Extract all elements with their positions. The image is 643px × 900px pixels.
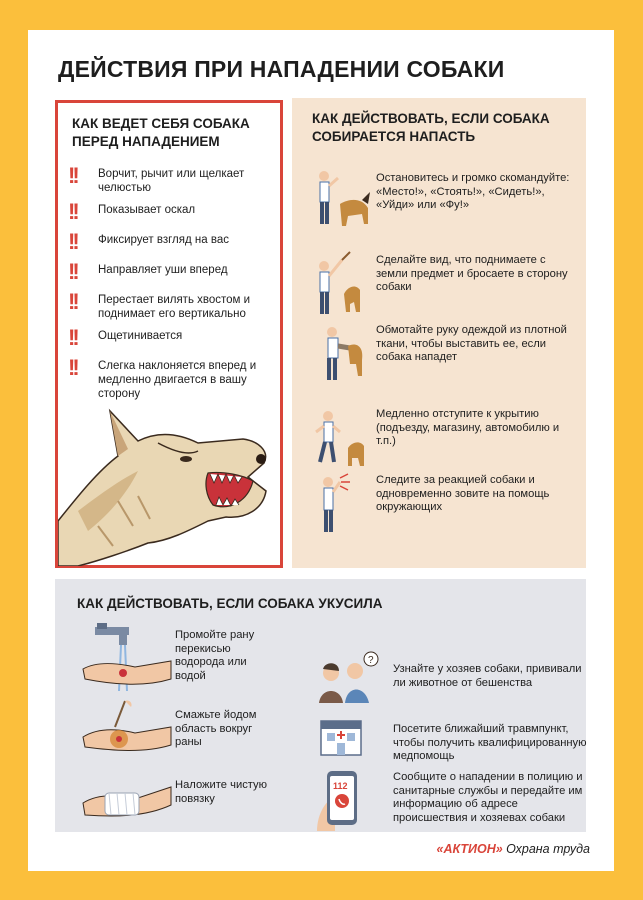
list-item	[75, 697, 305, 757]
warning-signs-heading: КАК ВЕДЕТ СЕБЯ СОБАКА ПЕРЕД НАПАДЕНИЕМ	[72, 116, 250, 149]
asking-owner-icon	[313, 651, 385, 703]
action-text: Остановитесь и громко скомандуйте: «Место!», «Стоять!», «Сидеть!», «Уйди» или «Фу!»	[376, 172, 570, 211]
warning-sign-text: Фиксирует взгляд на вас	[98, 234, 229, 246]
bite-step-text: Наложите чистую повязку	[175, 779, 268, 805]
prevent-attack-panel	[292, 98, 586, 568]
double-exclamation-icon: !!	[68, 163, 77, 188]
list-item	[313, 717, 587, 762]
bite-step-text: Посетите ближайший травмпункт, чтобы получить квалифицированную медпомощь	[393, 723, 587, 762]
warning-sign-text: Ворчит, рычит или щелкает челюстью	[98, 168, 245, 194]
warning-signs-panel	[55, 100, 283, 568]
svg-text:?: ?	[368, 655, 374, 666]
bite-step-text: Сообщите о нападении в полицию и санитарные службы и передайте им информацию об адресе происшествия и хозяевах собаки	[393, 771, 583, 824]
list-item	[310, 168, 580, 238]
phone-emergency-call-icon	[313, 769, 385, 831]
list-item	[68, 231, 278, 253]
poster-sheet	[28, 30, 614, 871]
list-item	[68, 357, 278, 401]
snarling-dog-illustration	[58, 401, 280, 566]
bandage-icon	[75, 763, 175, 823]
product-name: Охрана труда	[506, 842, 590, 856]
person-protecting-arm-icon	[310, 320, 376, 390]
double-exclamation-icon: !!	[68, 259, 77, 284]
warning-sign-text: Ощетинивается	[98, 330, 183, 342]
after-bite-heading: КАК ДЕЙСТВОВАТЬ, ЕСЛИ СОБАКА УКУСИЛА	[77, 596, 383, 611]
list-item	[310, 470, 580, 540]
double-exclamation-icon: !!	[68, 355, 77, 380]
action-text: Обмотайте руку одеждой из плотной ткани, чтобы выставить ее, если собака нападет	[376, 324, 567, 363]
page-title: ДЕЙСТВИЯ ПРИ НАПАДЕНИИ СОБАКИ	[58, 56, 505, 82]
list-item	[313, 769, 583, 831]
list-item	[68, 261, 278, 283]
list-item	[310, 404, 580, 474]
person-retreating-icon	[310, 404, 376, 474]
emergency-number: 112	[333, 781, 348, 791]
trauma-center-building-icon	[313, 717, 385, 759]
action-text: Медленно отступите к укрытию (подъезду, магазину, автомобилю и т.п.)	[376, 408, 560, 447]
action-text: Следите за реакцией собаки и одновременно зовите на помощь окружающих	[376, 474, 550, 513]
washing-wound-icon	[75, 621, 175, 691]
list-item	[68, 201, 278, 223]
warning-sign-text: Показывает оскал	[98, 204, 196, 216]
warning-sign-text: Направляет уши вперед	[98, 264, 228, 276]
bite-step-text: Смажьте йодом область вокруг раны	[175, 709, 257, 748]
double-exclamation-icon: !!	[68, 289, 77, 314]
list-item	[68, 165, 278, 195]
list-item	[310, 250, 580, 320]
warning-sign-text: Перестает вилять хвостом и поднимает его вертикально	[98, 294, 251, 320]
double-exclamation-icon: !!	[68, 199, 77, 224]
double-exclamation-icon: !!	[68, 229, 77, 254]
person-calling-help-icon	[310, 470, 376, 540]
bite-step-text: Узнайте у хозяев собаки, прививали ли животное от бешенства	[393, 663, 582, 689]
person-commanding-dog-icon	[310, 168, 376, 238]
brand-name: «АКТИОН»	[436, 842, 503, 856]
double-exclamation-icon: !!	[68, 325, 77, 350]
action-text: Сделайте вид, что поднимаете с земли предмет и бросаете в сторону собаки	[376, 254, 568, 293]
list-item	[313, 651, 583, 703]
list-item	[310, 320, 580, 390]
list-item	[75, 763, 305, 823]
iodine-application-icon	[75, 697, 175, 757]
list-item	[75, 621, 305, 691]
person-throwing-icon	[310, 250, 376, 320]
after-bite-panel	[55, 579, 586, 832]
warning-sign-text: Слегка наклоняется вперед и медленно двигается в вашу сторону	[98, 360, 257, 400]
prevent-attack-heading: КАК ДЕЙСТВОВАТЬ, ЕСЛИ СОБАКА СОБИРАЕТСЯ НАПАСТЬ	[312, 111, 550, 144]
list-item	[68, 291, 278, 321]
bite-step-text: Промойте рану перекисью водорода или водой	[175, 629, 255, 682]
list-item	[68, 327, 278, 349]
brand-logo	[437, 842, 590, 856]
